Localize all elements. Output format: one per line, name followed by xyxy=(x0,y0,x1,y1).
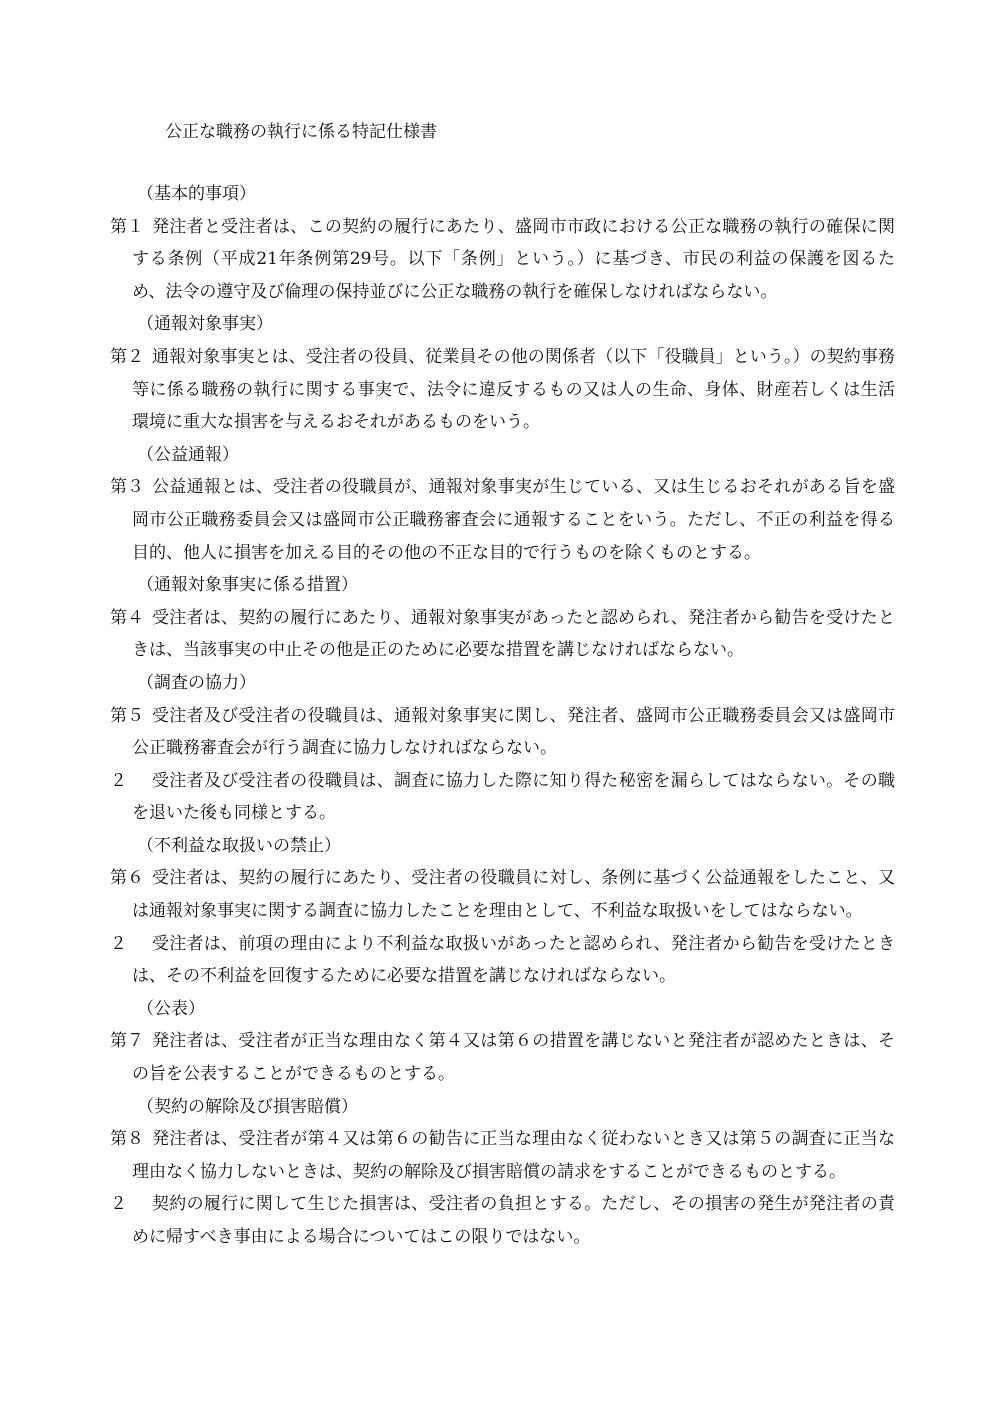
article-text: 受注者は、契約の履行にあたり、受注者の役職員に対し、条例に基づく公益通報をしたこと、又は通報対象事実に関する調査に協力したことを理由として、不利益な取扱いをしてはならない。 xyxy=(132,868,895,922)
article-6 xyxy=(110,862,895,927)
section-termination-and-damages xyxy=(110,1091,895,1254)
paragraph-text: 受注者及び受注者の役職員は、調査に協力した際に知り得た秘密を漏らしてはならない。その職を退いた後も同様とする。 xyxy=(132,770,895,824)
article-text: 発注者は、受注者が第４又は第６の勧告に正当な理由なく従わないとき又は第５の調査に正当な理由なく協力しないときは、契約の解除及び損害賠償の請求をすることができるものとする。 xyxy=(132,1129,895,1182)
article-3 xyxy=(110,471,895,569)
section-reportable-facts xyxy=(110,308,895,438)
section-publication xyxy=(110,993,895,1091)
section-heading: （基本的事項） xyxy=(137,184,256,204)
article-5 xyxy=(110,700,895,765)
article-2 xyxy=(110,341,895,439)
article-text: 通報対象事実とは、受注者の役員、従業員その他の関係者（以下「役職員」という。）の契約事務等に係る職務の執行に関する事実で、法令に違反するもの又は人の生命、身体、財産若しくは生活環境に重大な損害を与えるおそれがあるものをいう。 xyxy=(132,346,895,433)
section-heading: （契約の解除及び損害賠償） xyxy=(137,1096,358,1117)
article-number: 第３ xyxy=(110,477,144,498)
document-body xyxy=(110,178,895,1254)
article-7 xyxy=(110,1025,895,1090)
section-heading: （公表） xyxy=(137,998,205,1019)
article-number: 第７ xyxy=(110,1031,144,1052)
paragraph-text: 契約の履行に関して生じた損害は、受注者の負担とする。ただし、その損害の発生が発注者の責めに帰すべき事由による場合についてはこの限りではない。 xyxy=(132,1194,895,1247)
article-text: 発注者と受注者は、この契約の履行にあたり、盛岡市市政における公正な職務の執行の確保に関する条例（平成21年条例第29号。以下「条例」という。）に基づき、市民の利益の保護を図るため、法令の遵守及び倫理の保持並びに公正な職務の執行を確保しなければならない。 xyxy=(132,216,895,302)
paragraph-number: ２ xyxy=(110,1194,127,1215)
section-prohibition-of-disadvantage xyxy=(110,830,895,993)
article-number: 第６ xyxy=(110,868,144,889)
section-investigation-cooperation xyxy=(110,667,895,830)
article-number: 第４ xyxy=(110,607,144,628)
article-8 xyxy=(110,1123,895,1188)
paragraph-number: ２ xyxy=(110,770,127,791)
section-heading: （通報対象事実） xyxy=(137,314,273,335)
article-text: 受注者及び受注者の役職員は、通報対象事実に関し、発注者、盛岡市公正職務委員会又は盛岡市公正職務審査会が行う調査に協力しなければならない。 xyxy=(132,705,895,759)
article-number: 第２ xyxy=(110,346,144,367)
section-public-interest-report xyxy=(110,439,895,569)
section-heading: （通報対象事実に係る措置） xyxy=(137,575,358,596)
article-8-paragraph-2 xyxy=(110,1188,895,1253)
paragraph-number: ２ xyxy=(110,933,127,954)
article-number: 第１ xyxy=(110,216,144,237)
section-basic-matters xyxy=(110,178,895,308)
article-6-paragraph-2 xyxy=(110,928,895,993)
article-number: 第８ xyxy=(110,1129,144,1150)
section-measures xyxy=(110,569,895,667)
section-heading: （公益通報） xyxy=(137,444,239,465)
section-heading: （不利益な取扱いの禁止） xyxy=(137,835,341,856)
article-text: 公益通報とは、受注者の役職員が、通報対象事実が生じている、又は生じるおそれがある旨を盛岡市公正職務委員会又は盛岡市公正職務審査会に通報することをいう。ただし、不正の利益を得る目的、他人に損害を加える目的その他の不正な目的で行うものを除くものとする。 xyxy=(132,477,895,563)
article-1 xyxy=(110,211,895,309)
section-heading: （調査の協力） xyxy=(137,672,256,693)
article-5-paragraph-2 xyxy=(110,765,895,830)
article-number: 第５ xyxy=(110,705,144,726)
article-text: 受注者は、契約の履行にあたり、通報対象事実があったと認められ、発注者から勧告を受けたときは、当該事実の中止その他是正のために必要な措置を講じなければならない。 xyxy=(132,607,895,661)
paragraph-text: 受注者は、前項の理由により不利益な取扱いがあったと認められ、発注者から勧告を受けたときは、その不利益を回復するために必要な措置を講じなければならない。 xyxy=(132,933,895,987)
article-4 xyxy=(110,602,895,667)
document-title: 公正な職務の執行に係る特記仕様書 xyxy=(165,122,437,142)
article-text: 発注者は、受注者が正当な理由なく第４又は第６の措置を講じないと発注者が認めたときは、その旨を公表することができるものとする。 xyxy=(132,1031,895,1085)
